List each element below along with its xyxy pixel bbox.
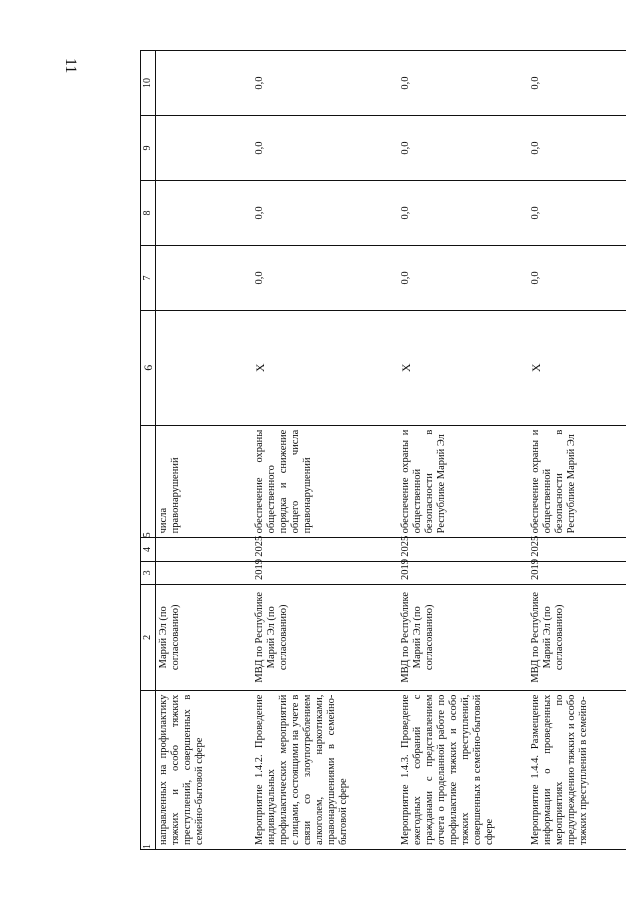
start-year-cell: 2019: [398, 561, 528, 584]
value-cell: [156, 116, 252, 181]
value-cell: [156, 245, 252, 310]
start-year-cell: [156, 561, 252, 584]
table-row: [252, 51, 398, 850]
executor-cell: МВД по Республике Марий Эл (по согласованию): [398, 585, 528, 691]
col-header-10: 10: [141, 51, 156, 116]
value-cell: 0,0: [252, 51, 398, 116]
measure-cell: Мероприятие 1.4.2. Проведение индивидуальных профилактических мероприятий с лицами, состоящими на учете в связи со злоупотреблением алкоголем, наркотиками, правонарушениями в семейно-бытовой сфере: [252, 690, 398, 849]
result-cell: числа правонарушений: [156, 425, 252, 538]
measure-cell: Мероприятие 1.4.3. Проведение ежегодных собраний с гражданами с представлением отчета о проделанной работе по профилактике тяжких и особо тяжких преступлений, совершенных в семейно-бытовой сфере: [398, 690, 528, 849]
value-cell: 0,0: [528, 116, 626, 181]
value-cell: 0,0: [252, 116, 398, 181]
result-cell: обеспечение охраны общественного порядка и снижение общего числа правонарушений: [252, 425, 398, 538]
mark-cell: [156, 310, 252, 425]
value-cell: 0,0: [528, 245, 626, 310]
result-cell: обеспечение охраны и общественной безопасности в Республике Марий Эл: [528, 425, 626, 538]
measure-cell: Мероприятие 1.4.4. Размещение информации о проведенных мероприятиях по предупреждению тяжких и особо тяжких преступлений в семейно-: [528, 690, 626, 849]
end-year-cell: [156, 538, 252, 561]
col-header-4: 4: [141, 538, 156, 561]
mark-cell: X: [252, 310, 398, 425]
end-year-cell: 2025: [528, 538, 626, 561]
executor-cell: МВД по Республике Марий Эл (по согласованию): [528, 585, 626, 691]
value-cell: 0,0: [528, 51, 626, 116]
measure-cell: направленных на профилактику тяжких и особо тяжких преступлений, совершенных в семейно-бытовой сфере: [156, 690, 252, 849]
col-header-3: 3: [141, 561, 156, 584]
header-row: [141, 51, 156, 850]
value-cell: 0,0: [252, 245, 398, 310]
start-year-cell: 2019: [252, 561, 398, 584]
result-cell: обеспечение охраны и общественной безопасности в Республике Марий Эл: [398, 425, 528, 538]
col-header-5: 5: [141, 425, 156, 538]
page-number: 11: [62, 58, 79, 74]
value-cell: [156, 51, 252, 116]
col-header-9: 9: [141, 116, 156, 181]
table-sheet: [140, 50, 640, 850]
start-year-cell: 2019: [528, 561, 626, 584]
table-row: [398, 51, 528, 850]
executor-cell: Марий Эл (по согласованию): [156, 585, 252, 691]
table-row: [528, 51, 626, 850]
value-cell: 0,0: [398, 181, 528, 246]
col-header-7: 7: [141, 245, 156, 310]
table-row: [156, 51, 252, 850]
col-header-8: 8: [141, 181, 156, 246]
value-cell: 0,0: [398, 116, 528, 181]
end-year-cell: 2025: [252, 538, 398, 561]
value-cell: 0,0: [252, 181, 398, 246]
value-cell: 0,0: [398, 51, 528, 116]
value-cell: 0,0: [398, 245, 528, 310]
col-header-6: 6: [141, 310, 156, 425]
mark-cell: X: [528, 310, 626, 425]
program-table: [140, 50, 626, 850]
col-header-1: 1: [141, 690, 156, 849]
executor-cell: МВД по Республике Марий Эл (по согласованию): [252, 585, 398, 691]
value-cell: 0,0: [528, 181, 626, 246]
value-cell: [156, 181, 252, 246]
mark-cell: X: [398, 310, 528, 425]
end-year-cell: 2025: [398, 538, 528, 561]
col-header-2: 2: [141, 585, 156, 691]
